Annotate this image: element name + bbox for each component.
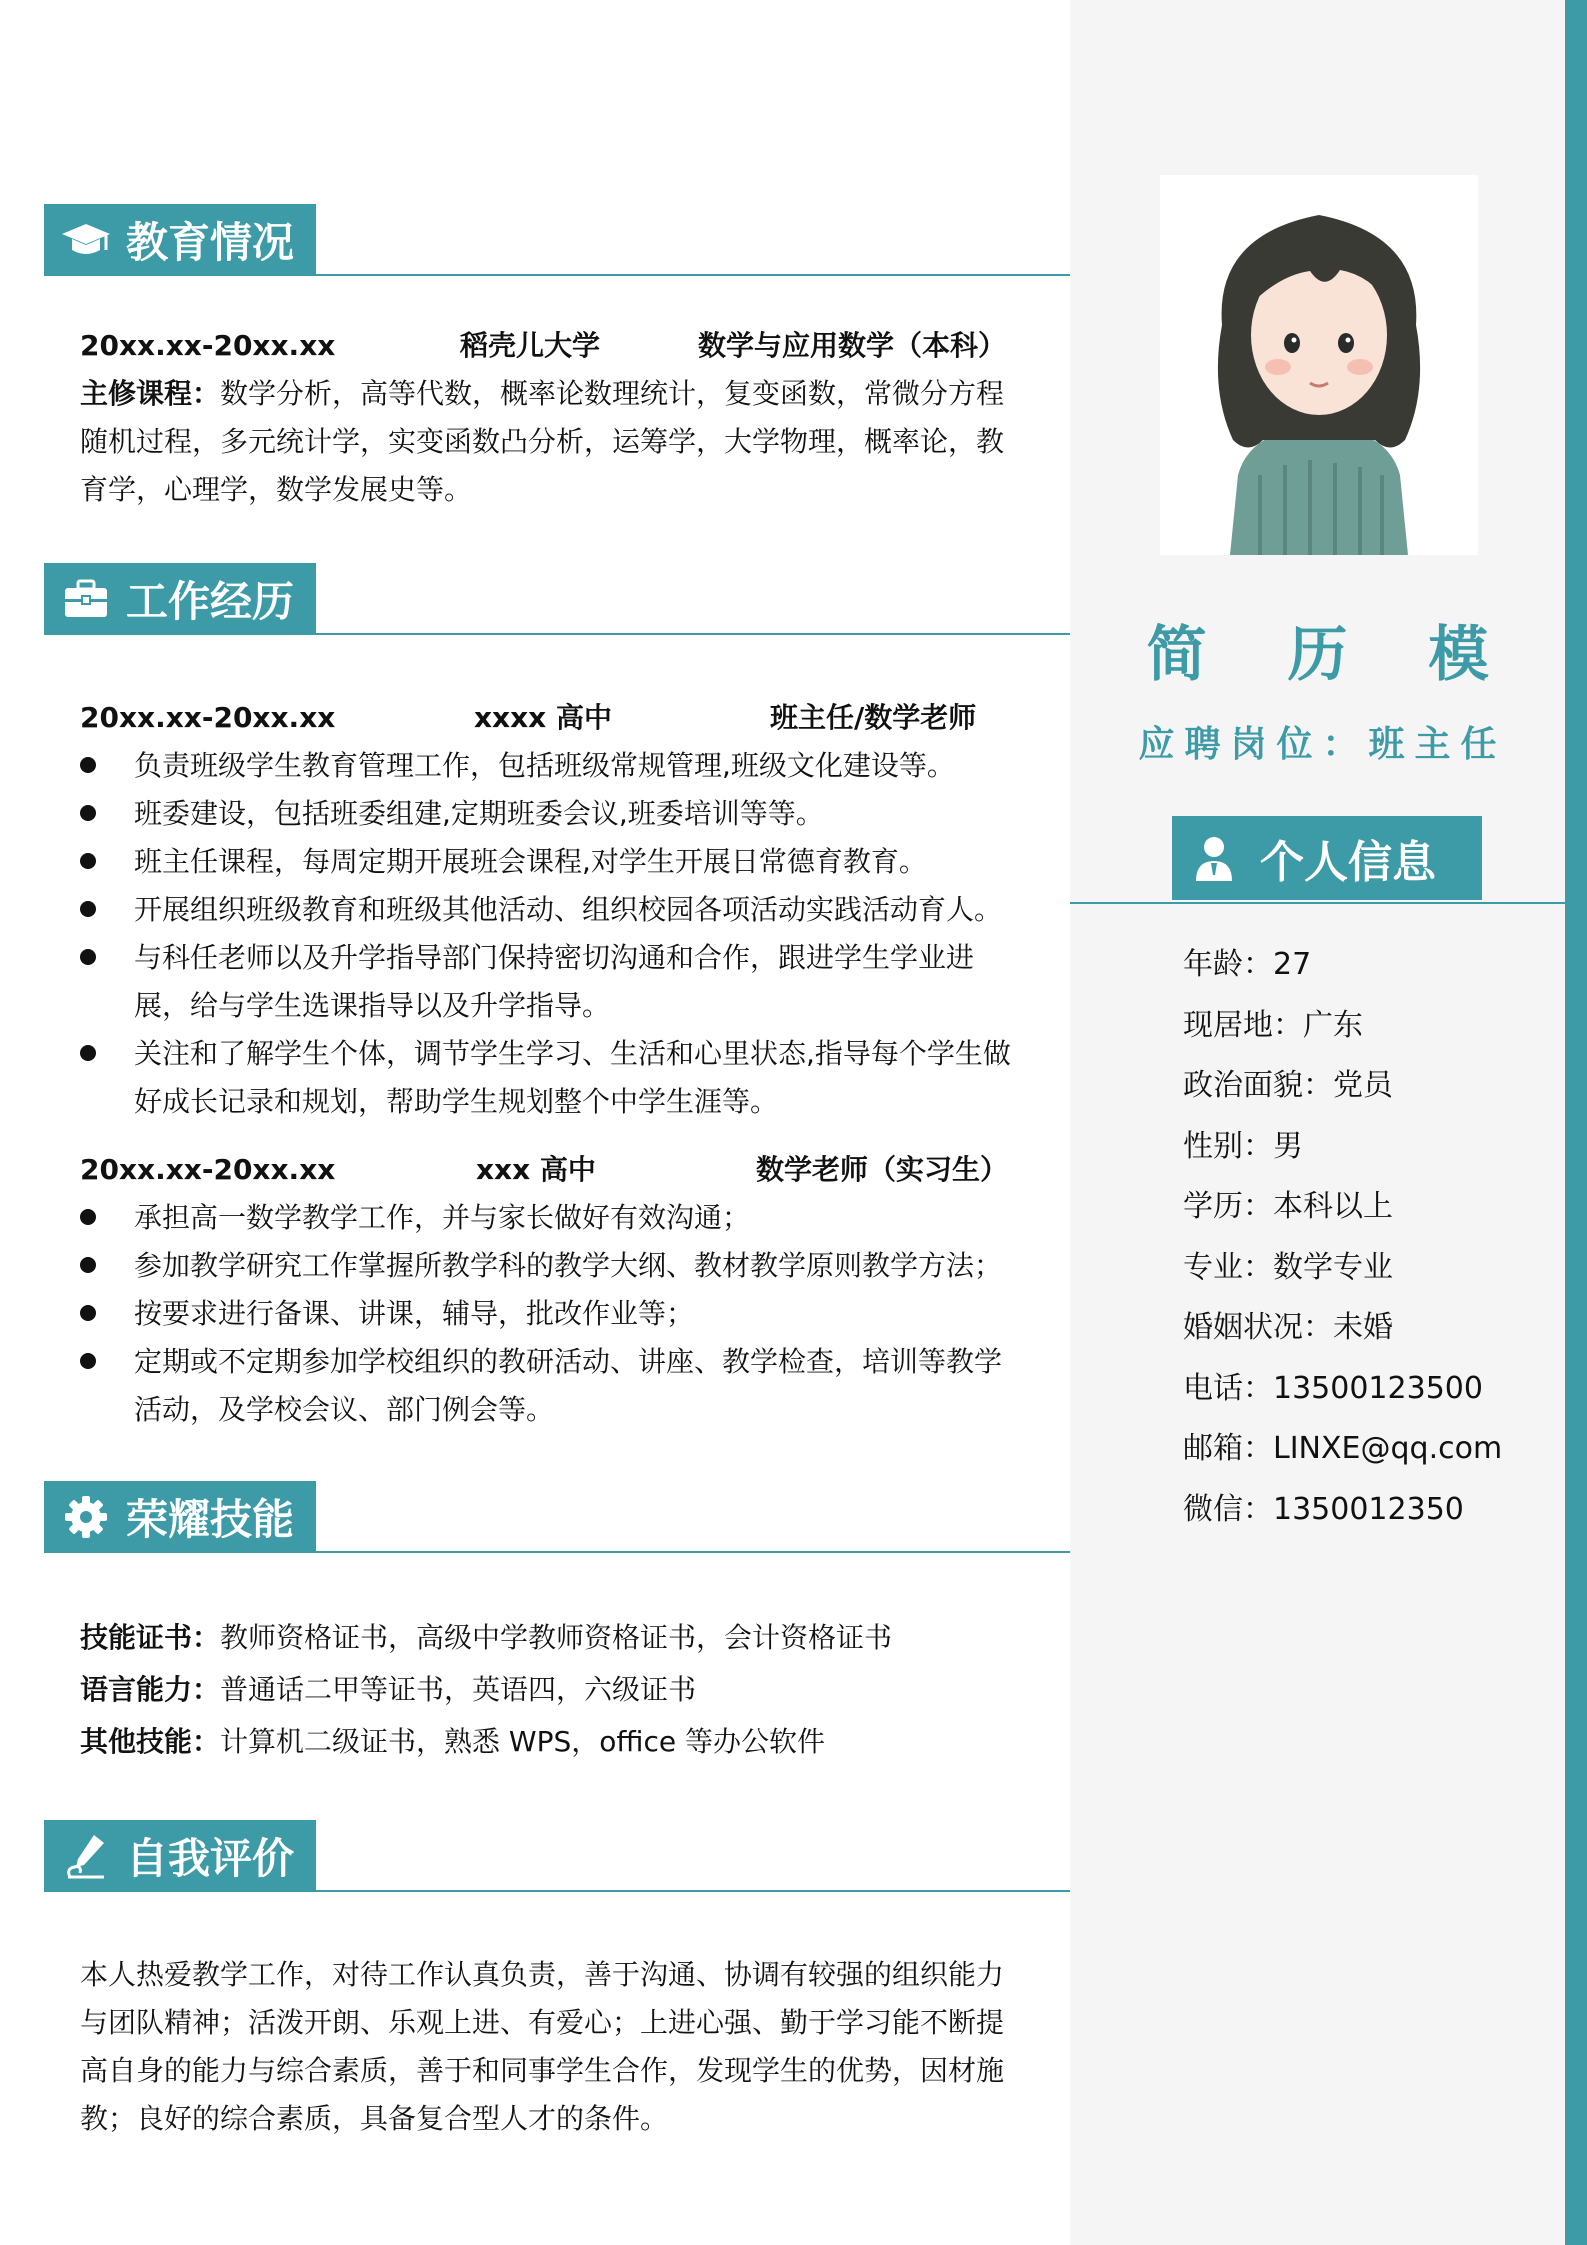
briefcase-icon <box>58 571 114 627</box>
graduation-cap-icon <box>58 212 114 268</box>
skill-certificates: 技能证书：教师资格证书，高级中学教师资格证书，会计资格证书 <box>80 1621 893 1654</box>
job-entry-row <box>80 1146 1020 1194</box>
skills-divider <box>44 1551 1070 1553</box>
info-gender: 性别：男 <box>1183 1128 1303 1164</box>
job-organization: xxx 高中 <box>476 1153 596 1186</box>
skill-languages: 语言能力：普通话二甲等证书，英语四，六级证书 <box>80 1673 697 1706</box>
skills-header <box>44 1481 316 1553</box>
list-item: 开展组织班级教育和班级其他活动、组织校园各项活动实践活动育人。 <box>80 886 1020 934</box>
job-duties-list <box>80 1194 1020 1434</box>
work-header <box>44 563 316 635</box>
info-age: 年龄：27 <box>1183 947 1312 982</box>
list-item: 按要求进行备课、讲课，辅导，批改作业等； <box>80 1290 1020 1338</box>
job-period: 20xx.xx-20xx.xx <box>80 1153 336 1186</box>
list-item: 与科任老师以及升学指导部门保持密切沟通和合作，跟进学生学业进展，给与学生选课指导以及升学指导。 <box>80 934 1020 1030</box>
self-eval-title: 自我评价 <box>126 1834 295 1883</box>
work-job-2 <box>80 1146 1020 1434</box>
info-email: 邮箱：LINXE@qq.com <box>1183 1431 1503 1466</box>
education-divider <box>44 274 1070 276</box>
applied-position: 应聘岗位：班主任 <box>1138 724 1507 765</box>
avatar-photo <box>1160 175 1478 555</box>
accent-edge-bar <box>1565 0 1587 2245</box>
personal-info-list <box>1183 935 1553 1540</box>
education-title: 教育情况 <box>126 218 295 267</box>
education-entry-row <box>80 322 1020 370</box>
education-courses: 主修课程：数学分析，高等代数，概率论数理统计，复变函数，常微分方程随机过程，多元统计学，实变函数凸分析，运筹学，大学物理，概率论，教育学，心理学，数学发展史等。 <box>80 377 1005 506</box>
personal-info-header <box>1172 816 1482 900</box>
personal-info-title: 个人信息 <box>1260 837 1436 888</box>
job-organization: xxxx 高中 <box>474 701 612 734</box>
self-eval-header <box>44 1820 316 1892</box>
resume-title: 简 历 模 <box>1146 620 1519 690</box>
education-period: 20xx.xx-20xx.xx <box>80 329 336 362</box>
skills-title: 荣耀技能 <box>126 1495 295 1544</box>
pen-icon <box>58 1828 114 1884</box>
job-role: 班主任/数学老师 <box>770 701 977 734</box>
education-school: 稻壳儿大学 <box>460 329 601 362</box>
skill-others: 其他技能：计算机二级证书，熟悉 WPS，office 等办公软件 <box>80 1725 825 1758</box>
self-eval-content <box>80 1951 1020 2143</box>
list-item: 承担高一数学教学工作，并与家长做好有效沟通； <box>80 1194 1020 1242</box>
info-political-status: 政治面貌：党员 <box>1183 1068 1393 1103</box>
info-education-level: 学历：本科以上 <box>1183 1189 1393 1224</box>
work-job-1 <box>80 694 1020 1126</box>
education-header <box>44 204 316 276</box>
work-divider <box>44 633 1070 635</box>
list-item: 班主任课程，每周定期开展班会课程,对学生开展日常德育教育。 <box>80 838 1020 886</box>
education-content <box>80 322 1020 514</box>
job-entry-row <box>80 694 1020 742</box>
user-icon <box>1186 830 1242 886</box>
education-major: 数学与应用数学（本科） <box>698 329 1007 362</box>
info-phone: 电话：13500123500 <box>1183 1370 1483 1406</box>
self-eval-divider <box>44 1890 1070 1892</box>
self-eval-text: 本人热爱教学工作，对待工作认真负责，善于沟通、协调有较强的组织能力与团队精神；活泼开朗、乐观上进、有爱心；上进心强、勤于学习能不断提高自身的能力与综合素质，善于和同事学生合作，发现学生的优势，因材施教；良好的综合素质，具备复合型人才的条件。 <box>80 1958 1005 2135</box>
work-title: 工作经历 <box>126 577 295 626</box>
info-major: 专业：数学专业 <box>1183 1249 1393 1285</box>
list-item: 负责班级学生教育管理工作，包括班级常规管理,班级文化建设等。 <box>80 742 1020 790</box>
personal-info-divider <box>1070 902 1565 904</box>
list-item: 参加教学研究工作掌握所教学科的教学大纲、教材教学原则教学方法； <box>80 1242 1020 1290</box>
job-period: 20xx.xx-20xx.xx <box>80 701 336 734</box>
avatar-illustration <box>1160 175 1478 555</box>
list-item: 关注和了解学生个体，调节学生学习、生活和心里状态,指导每个学生做好成长记录和规划，帮助学生规划整个中学生涯等。 <box>80 1030 1020 1126</box>
info-marital-status: 婚姻状况：未婚 <box>1183 1310 1393 1345</box>
job-role: 数学老师（实习生） <box>756 1153 1009 1186</box>
skills-content <box>80 1612 1020 1768</box>
list-item: 定期或不定期参加学校组织的教研活动、讲座、教学检查，培训等教学活动，及学校会议、部门例会等。 <box>80 1338 1020 1434</box>
job-duties-list <box>80 742 1020 1126</box>
info-wechat: 微信：1350012350 <box>1183 1491 1464 1527</box>
gear-icon <box>58 1489 114 1545</box>
info-residence: 现居地：广东 <box>1183 1007 1363 1043</box>
list-item: 班委建设，包括班委组建,定期班委会议,班委培训等等。 <box>80 790 1020 838</box>
